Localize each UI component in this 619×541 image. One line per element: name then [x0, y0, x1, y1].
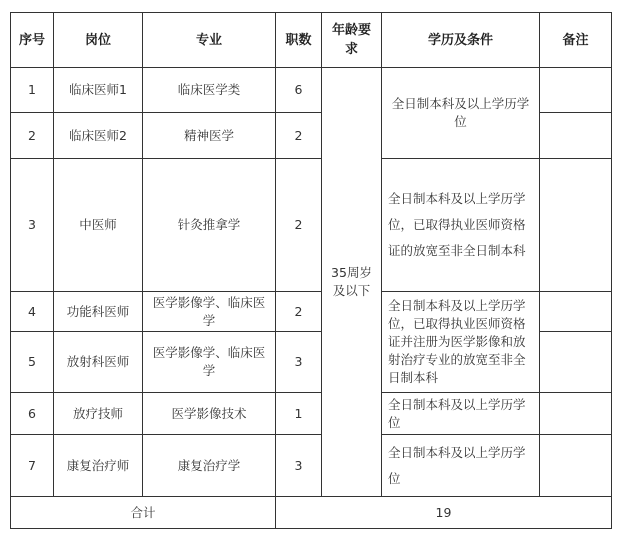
header-remark: 备注	[540, 13, 612, 68]
cell-major: 医学影像学、临床医学	[143, 332, 276, 393]
recruitment-table	[10, 12, 612, 529]
header-count: 职数	[276, 13, 322, 68]
cell-edu-conditions: 全日制本科及以上学历学位	[382, 393, 540, 435]
cell-edu-conditions: 全日制本科及以上学历学位	[382, 68, 540, 159]
cell-seq: 1	[11, 68, 54, 113]
total-value: 19	[276, 497, 612, 529]
cell-remark	[540, 113, 612, 159]
cell-count: 2	[276, 113, 322, 159]
cell-seq: 5	[11, 332, 54, 393]
cell-major: 临床医学类	[143, 68, 276, 113]
cell-post: 放疗技师	[54, 393, 143, 435]
cell-remark	[540, 393, 612, 435]
cell-count: 2	[276, 159, 322, 292]
cell-seq: 2	[11, 113, 54, 159]
cell-seq: 6	[11, 393, 54, 435]
cell-post: 中医师	[54, 159, 143, 292]
cell-major: 医学影像学、临床医学	[143, 292, 276, 332]
cell-post: 临床医师1	[54, 68, 143, 113]
table-row	[11, 292, 612, 332]
cell-major: 针灸推拿学	[143, 159, 276, 292]
cell-post: 功能科医师	[54, 292, 143, 332]
header-edu: 学历及条件	[382, 13, 540, 68]
total-row	[11, 497, 612, 529]
cell-remark	[540, 435, 612, 497]
cell-seq: 7	[11, 435, 54, 497]
cell-post: 临床医师2	[54, 113, 143, 159]
cell-edu-conditions: 全日制本科及以上学历学位，已取得执业医师资格证并注册为医学影像和放射治疗专业的放宽至非全日制本科	[382, 292, 540, 393]
cell-major: 医学影像技术	[143, 393, 276, 435]
table-row	[11, 393, 612, 435]
cell-count: 3	[276, 435, 322, 497]
header-seq: 序号	[11, 13, 54, 68]
cell-seq: 3	[11, 159, 54, 292]
cell-major: 康复治疗学	[143, 435, 276, 497]
header-row	[11, 13, 612, 68]
table-row	[11, 159, 612, 292]
header-major: 专业	[143, 13, 276, 68]
recruitment-table-container	[10, 12, 611, 529]
cell-post: 放射科医师	[54, 332, 143, 393]
cell-remark	[540, 68, 612, 113]
header-post: 岗位	[54, 13, 143, 68]
cell-major: 精神医学	[143, 113, 276, 159]
cell-age-requirement: 35周岁及以下	[322, 68, 382, 497]
cell-seq: 4	[11, 292, 54, 332]
cell-edu-conditions: 全日制本科及以上学历学位，已取得执业医师资格证的放宽至非全日制本科	[382, 159, 540, 292]
cell-remark	[540, 292, 612, 332]
cell-count: 6	[276, 68, 322, 113]
cell-count: 3	[276, 332, 322, 393]
cell-post: 康复治疗师	[54, 435, 143, 497]
cell-remark	[540, 159, 612, 292]
header-age: 年龄要求	[322, 13, 382, 68]
table-row	[11, 68, 612, 113]
cell-remark	[540, 332, 612, 393]
total-label: 合计	[11, 497, 276, 529]
table-row	[11, 435, 612, 497]
cell-edu-conditions: 全日制本科及以上学历学位	[382, 435, 540, 497]
cell-count: 2	[276, 292, 322, 332]
cell-count: 1	[276, 393, 322, 435]
